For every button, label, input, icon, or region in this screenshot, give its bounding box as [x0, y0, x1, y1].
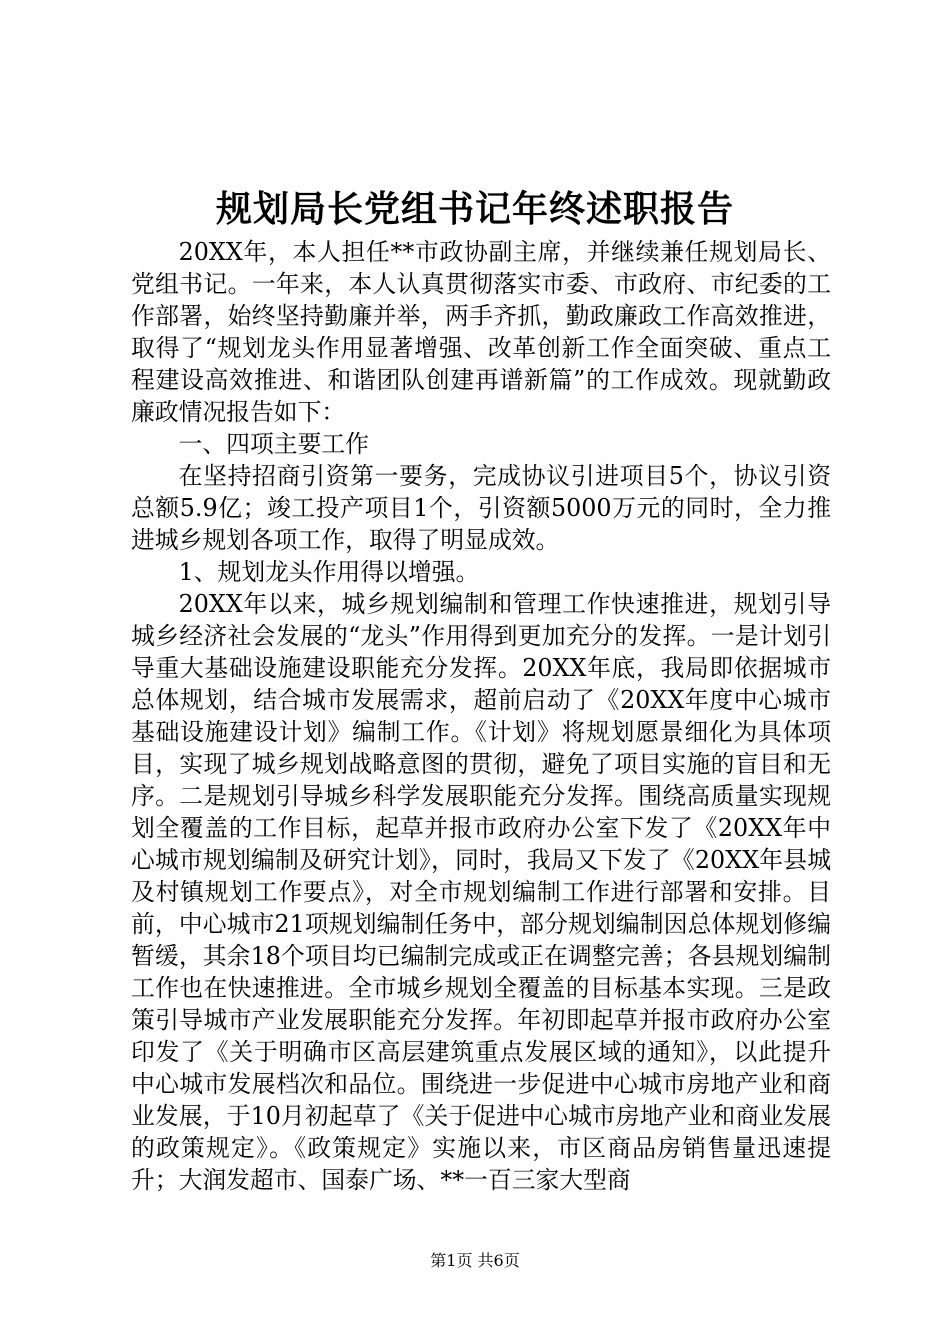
section-heading-main-work: 一、四项主要工作 — [178, 430, 369, 458]
subsection-heading-planning: 1、规划龙头作用得以增强。 — [178, 558, 480, 586]
page-number-footer: 第1页 共6页 — [430, 1251, 520, 1270]
paragraph-planning-detail: 20XX年以来，城乡规划编制和管理工作快速推进，规划引导城乡经济社会发展的“龙头”作用得到更加充分的发挥。一是计划引导重大基础设施建设职能充分发挥。20XX年底，我局即依据城市总体规划，结合城市发展需求，超前启动了《20XX年度中心城市基础设施建设计划》编制工作。《计划》将规划愿景细化为具体项目，实现了城乡规划战略意图的贯彻，避免了项目实施的盲目和无序。二是规划引导城乡科学发展职能充分发挥。围绕高质量实现规划全覆盖的工作目标，起草并报市政府办公室下发了《20XX年中心城市规划编制及研究计划》，同时，我局又下发了《20XX年县城及村镇规划工作要点》，对全市规划编制工作进行部署和安排。目前，中心城市21项规划编制任务中，部分规划编制因总体规划修编暂缓，其余18个项目均已编制完成或正在调整完善；各县规划编制工作也在快速推进。全市城乡规划全覆盖的目标基本实现。三是政策引导城市产业发展职能充分发挥。年初即起草并报市政府办公室印发了《关于明确市区高层建筑重点发展区域的通知》，以此提升中心城市发展档次和品位。围绕进一步促进中心城市房地产业和商业发展，于10月初起草了《关于促进中心城市房地产业和商业发展的政策规定》。《政策规定》实施以来，市区商品房销售量迅速提升；大润发超市、国泰广场、**一百三家大型商 — [131, 590, 831, 1194]
document-title: 规划局长党组书记年终述职报告 — [215, 188, 734, 230]
document-body — [131, 236, 831, 1196]
paragraph-intro: 20XX年，本人担任**市政协副主席，并继续兼任规划局长、党组书记。一年来，本人认真贯彻落实市委、市政府、市纪委的工作部署，始终坚持勤廉并举，两手齐抓，勤政廉政工作高效推进，取得了“规划龙头作用显著增强、改革创新工作全面突破、重点工程建设高效推进、和谐团队创建再谱新篇”的工作成效。现就勤政廉政情况报告如下： — [131, 238, 831, 426]
paragraph-investment: 在坚持招商引资第一要务，完成协议引进项目5个，协议引资总额5.9亿；竣工投产项目1个，引资额5000万元的同时，全力推进城乡规划各项工作，取得了明显成效。 — [131, 462, 831, 554]
